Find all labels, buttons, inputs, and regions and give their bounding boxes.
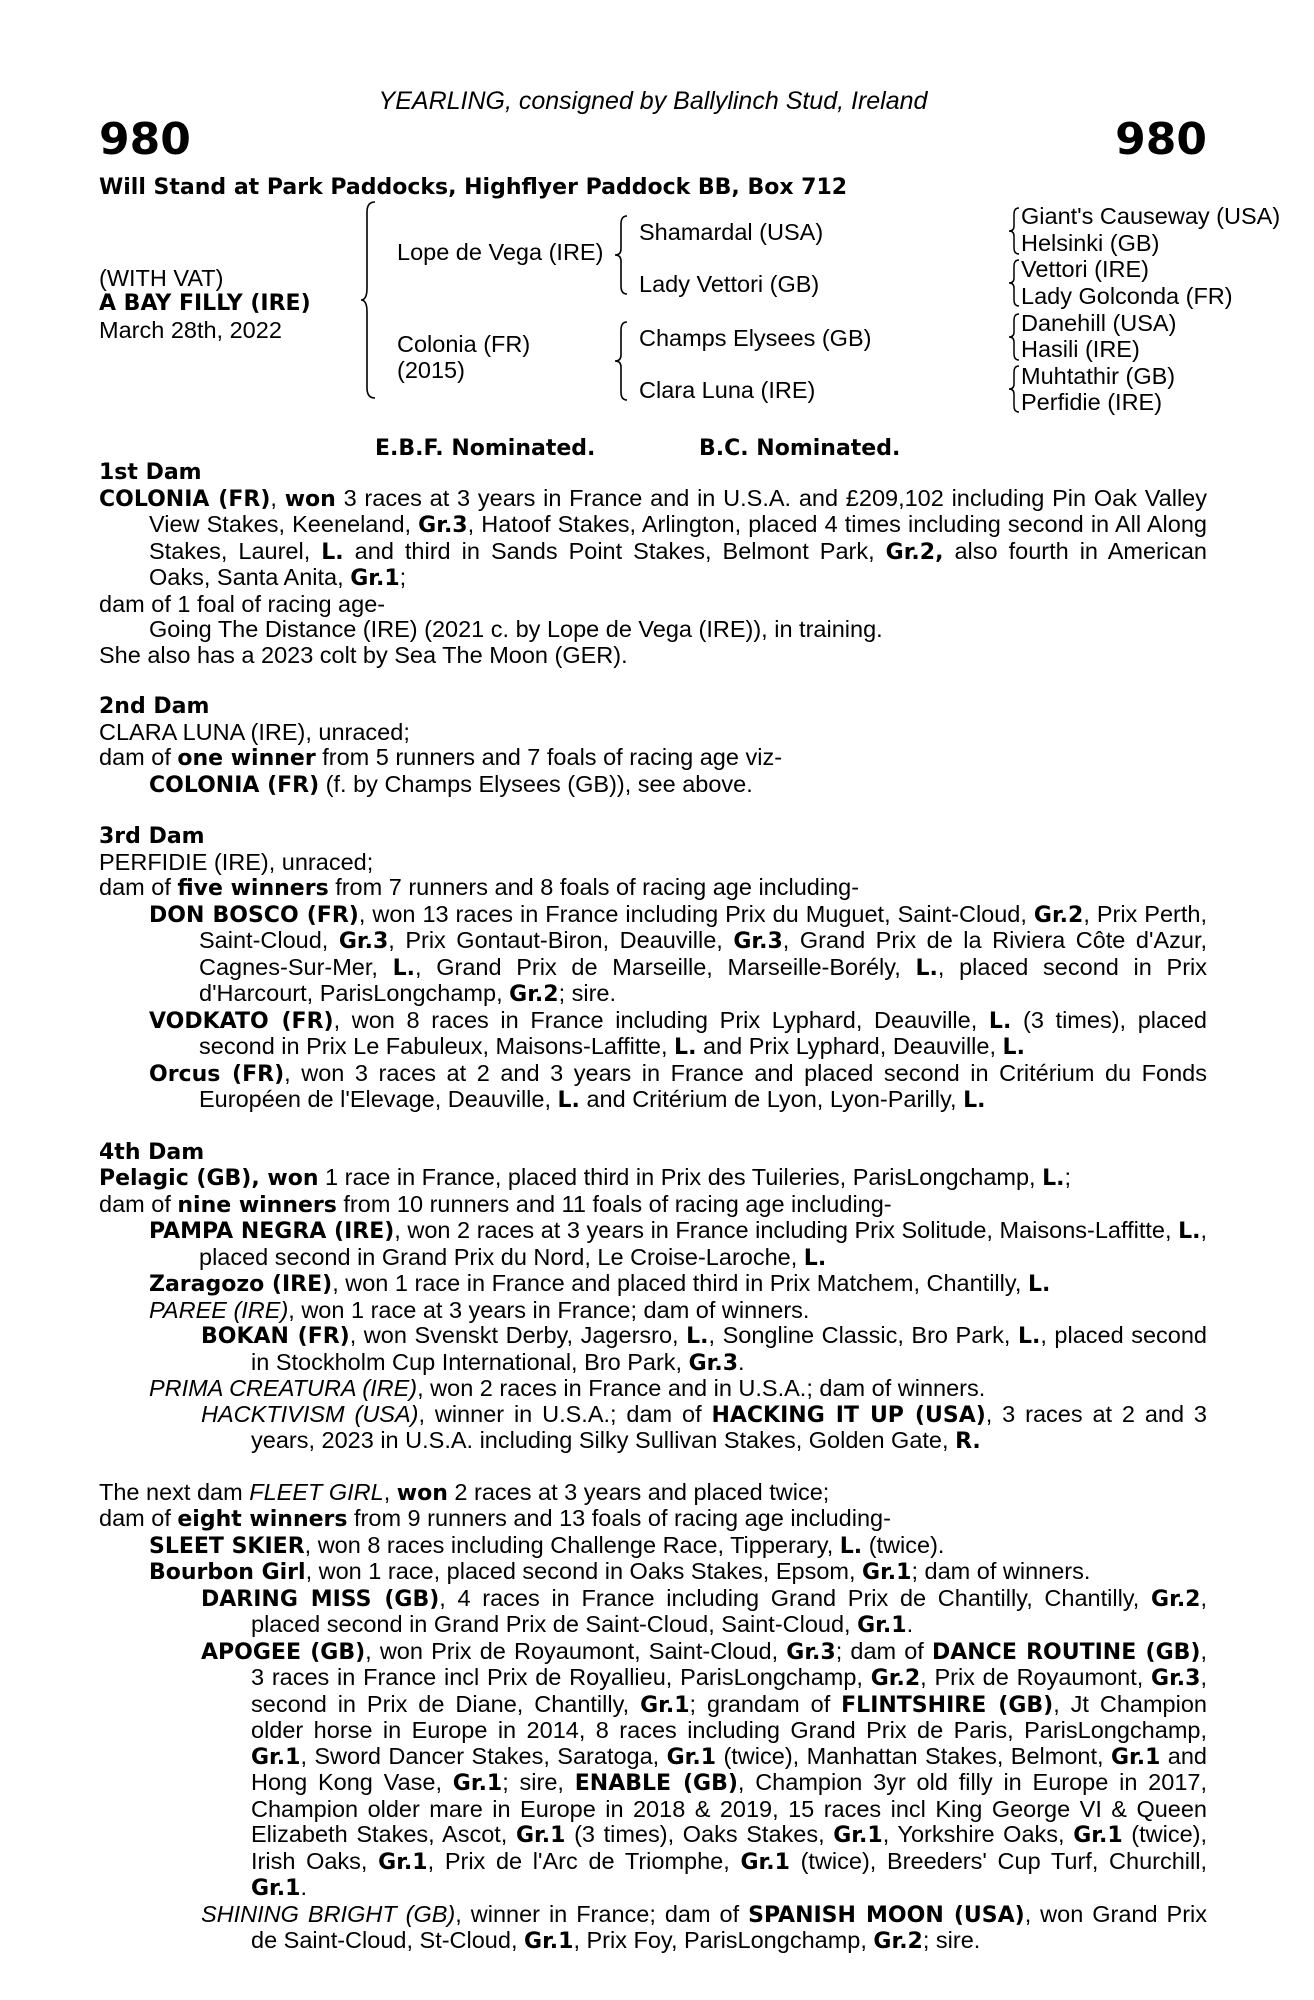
horse-name: A BAY FILLY (IRE) [99,291,311,316]
gg-sss: Giant's Causeway (USA) [1021,203,1281,229]
first-dam-heading: 1st Dam [99,460,202,485]
vat-label: (WITH VAT) [99,265,224,291]
third-dam-orcus: Orcus (FR), won 3 races at 2 and 3 years in France and placed second in Critérium du Fonds Européen de l'Elevage, Deauville, L. and Critérium de Lyon, Lyon-Parilly, L. [149,1059,1207,1113]
sire-name: Lope de Vega (IRE) [397,239,604,265]
horse-dob: March 28th, 2022 [99,317,282,343]
gg-dsd: Hasili (IRE) [1021,336,1140,362]
second-dam-line1: CLARA LUNA (IRE), unraced; [99,718,410,745]
sire-bracket [613,214,631,296]
first-dam-entry: COLONIA (FR), won 3 races at 3 years in France and in U.S.A. and £209,102 including Pin Oak Valley View Stakes, Keeneland, Gr.3, Hatoof Stakes, Arlington, placed 4 times including second in All Along Stakes, Laurel, L. and third in Sands Point Stakes, Belmont Park, Gr.2, also fourth in American Oaks, Santa Anita, Gr.1; [99,484,1207,591]
third-dam-heading: 3rd Dam [99,824,205,849]
bc-nomination: B.C. Nominated. [699,436,901,461]
dam-name: Colonia (FR) [397,331,531,357]
fourth-dam-pelagic: Pelagic (GB), won 1 race in France, placed third in Prix des Tuileries, ParisLongchamp, L.; [99,1164,1072,1191]
fourth-dam-paree: PAREE (IRE), won 1 race at 3 years in France; dam of winners. [149,1296,810,1323]
second-dam-heading: 2nd Dam [99,694,210,719]
gg-ddd: Perfidie (IRE) [1021,389,1163,415]
ebf-nomination: E.B.F. Nominated. [375,436,596,461]
gg-dss: Danehill (USA) [1021,310,1177,336]
next-dam-daring-miss: DARING MISS (GB), 4 races in France including Grand Prix de Chantilly, Chantilly, Gr.2, placed second in Grand Prix de Saint-Cloud, Saint-Cloud, Gr.1. [201,1584,1208,1638]
first-dam-also: She also has a 2023 colt by Sea The Moon (GER). [99,641,628,668]
next-dam-bourbon-girl: Bourbon Girl, won 1 race, placed second in Oaks Stakes, Epsom, Gr.1; dam of winners. [149,1558,1091,1585]
next-dam-sleet-skier: SLEET SKIER, won 8 races including Challenge Race, Tipperary, L. (twice). [149,1531,945,1559]
lot-number-right: 980 [1115,114,1207,165]
gg-sdd: Lady Golconda (FR) [1021,283,1233,309]
fourth-dam-hacktivism: HACKTIVISM (USA), winner in U.S.A.; dam of HACKING IT UP (USA), 3 races at 2 and 3 years, 2023 in U.S.A. including Silky Sullivan Stakes, Golden Gate, R. [201,1400,1207,1454]
sire-dam: Lady Vettori (GB) [639,271,820,297]
next-dam-shining-bright: SHINING BRIGHT (GB), winner in France; dam of SPANISH MOON (USA), won Grand Prix de Saint-Cloud, St-Cloud, Gr.1, Prix Foy, ParisLongchamp, Gr.2; sire. [201,1900,1208,1954]
second-dam-damof: dam of one winner from 5 runners and 7 foals of racing age viz- [99,744,783,771]
next-dam-damof: dam of eight winners from 9 runners and 13 foals of racing age including- [99,1505,891,1532]
sire-sire: Shamardal (USA) [639,219,824,245]
next-dam-apogee: APOGEE (GB), won Prix de Royaumont, Saint-Cloud, Gr.3; dam of DANCE ROUTINE (GB), 3 races in France incl Prix de Royallieu, ParisLongchamp, Gr.2, Prix de Royaumont, Gr.3, second in Prix de Diane, Chantilly, Gr.1; grandam of FLINTSHIRE (GB), Jt Champion older horse in Europe in 2014, 8 races including Grand Prix de Paris, ParisLongchamp, Gr.1, Sword Dancer Stakes, Saratoga, Gr.1 (twice), Manhattan Stakes, Belmont, Gr.1 and Hong Kong Vase, Gr.1; sire, ENABLE (GB), Champion 3yr old filly in Europe in 2017, Champion older mare in Europe in 2018 & 2019, 15 races incl King George VI & Queen Elizabeth Stakes, Ascot, Gr.1 (3 times), Oaks Stakes, Gr.1, Yorkshire Oaks, Gr.1 (twice), Irish Oaks, Gr.1, Prix de l'Arc de Triomphe, Gr.1 (twice), Breeders' Cup Turf, Churchill, Gr.1. [201,1637,1208,1901]
third-dam-vodkato: VODKATO (FR), won 8 races in France including Prix Lyphard, Deauville, L. (3 times), placed second in Prix Le Fabuleux, Maisons-Laffitte, L. and Prix Lyphard, Deauville, L. [149,1006,1207,1060]
gg-sds: Vettori (IRE) [1021,256,1149,282]
first-dam-foal: Going The Distance (IRE) (2021 c. by Lope de Vega (IRE)), in training. [149,616,883,642]
sd-bracket [1007,258,1021,308]
fourth-dam-pampa-negra: PAMPA NEGRA (IRE), won 2 races at 3 years in France including Prix Solitude, Maisons-Laffitte, L., placed second in Grand Prix du Nord, Le Croise-Laroche, L. [149,1217,1207,1271]
dam-bracket [613,320,631,402]
gg-ssd: Helsinki (GB) [1021,230,1160,256]
pedigree-bracket [361,200,381,400]
catalogue-page [99,0,1281,2000]
next-dam-intro: The next dam FLEET GIRL, won 2 races at 3 years and placed twice; [99,1478,830,1506]
produce-record [99,459,1207,1955]
fourth-dam-prima-creatura: PRIMA CREATURA (IRE), won 2 races in France and in U.S.A.; dam of winners. [149,1375,986,1401]
dam-sire: Champs Elysees (GB) [639,325,872,351]
third-dam-line1: PERFIDIE (IRE), unraced; [99,848,374,875]
dd-bracket [1007,364,1021,414]
third-dam-don-bosco: DON BOSCO (FR), won 13 races in France including Prix du Muguet, Saint-Cloud, Gr.2, Prix Perth, Saint-Cloud, Gr.3, Prix Gontaut-Biron, Deauville, Gr.3, Grand Prix de la Riviera Côte d'Azur, Cagnes-Sur-Mer, L., Grand Prix de Marseille, Marseille-Borély, L., placed second in Prix d'Harcourt, ParisLongchamp, Gr.2; sire. [149,900,1207,1007]
fourth-dam-heading: 4th Dam [99,1139,205,1165]
third-dam-damof: dam of five winners from 7 runners and 8 foals of racing age including- [99,874,860,901]
ds-bracket [1007,312,1021,362]
fourth-dam-damof: dam of nine winners from 10 runners and 11 foals of racing age including- [99,1190,892,1218]
first-dam-damof: dam of 1 foal of racing age- [99,590,386,617]
lot-number-left: 980 [99,114,191,165]
dam-year: (2015) [397,357,465,383]
fourth-dam-bokan: BOKAN (FR), won Svenskt Derby, Jagersro, L., Songline Classic, Bro Park, L., placed second in Stockholm Cup International, Bro Park, Gr.3. [201,1322,1207,1376]
ss-bracket [1007,206,1021,256]
gg-dds: Muhtathir (GB) [1021,363,1176,389]
consignor-line: YEARLING, consigned by Ballylinch Stud, Ireland [378,87,928,115]
stand-location: Will Stand at Park Paddocks, Highflyer Paddock BB, Box 712 [99,175,848,200]
fourth-dam-zaragozo: Zaragozo (IRE), won 1 race in France and placed third in Prix Matchem, Chantilly, L. [149,1270,1051,1297]
second-dam-colonia: COLONIA (FR) (f. by Champs Elysees (GB)), see above. [149,770,753,798]
dam-dam: Clara Luna (IRE) [639,377,816,403]
